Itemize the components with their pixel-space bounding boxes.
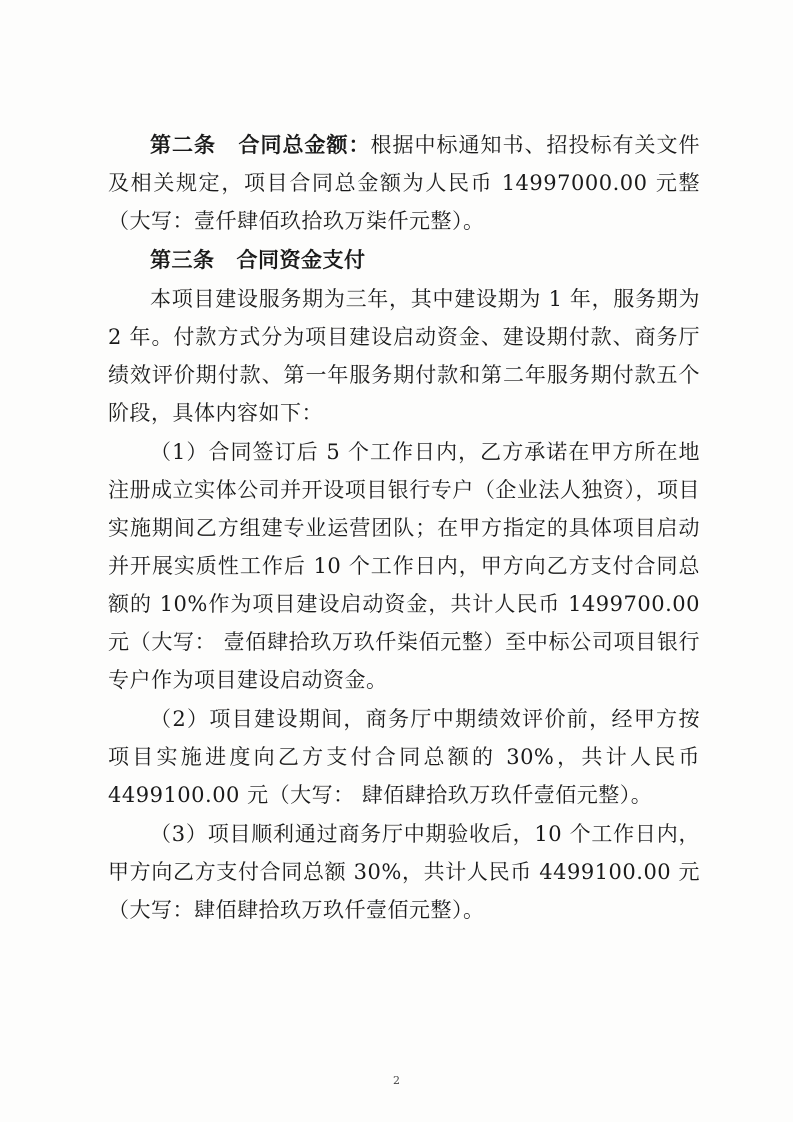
article-2-title: 合同总金额： bbox=[238, 132, 371, 157]
payment-item-1: （1）合同签订后 5 个工作日内，乙方承诺在甲方所在地注册成立实体公司并开设项目银行专户（企业法人独资），项目实施期间乙方组建专业运营团队；在甲方指定的具体项目启动并开展实质性工作后 10 个工作日内，甲方向乙方支付合同总额的 10%作为项目建设启动资金，共计人民币 1499700.00 元（大写： 壹佰肆拾玖万玖仟柒佰元整）至中标公司项目银行专户作为项目建设启动资金。 bbox=[108, 440, 700, 692]
article-3-intro: 本项目建设服务期为三年，其中建设期为 1 年，服务期为 2 年。付款方式分为项目建设启动资金、建设期付款、商务厅绩效评价期付款、第一年服务期付款和第二年服务期付款五个阶段，具体内容如下： bbox=[108, 287, 700, 425]
article-2-paragraph bbox=[108, 126, 700, 240]
article-3-heading-line bbox=[108, 241, 700, 279]
payment-item-2: （2）项目建设期间，商务厅中期绩效评价前，经甲方按项目实施进度向乙方支付合同总额的 30%，共计人民币 4499100.00 元（大写： 肆佰肆拾玖万玖仟壹佰元整）。 bbox=[108, 707, 700, 807]
article-3-title: 合同资金支付 bbox=[236, 247, 366, 272]
article-2-heading: 第二条 bbox=[150, 132, 216, 157]
document-body bbox=[108, 126, 700, 930]
payment-item-3: （3）项目顺利通过商务厅中期验收后，10 个工作日内，甲方向乙方支付合同总额 30%，共计人民币 4499100.00 元（大写：肆佰肆拾玖万玖仟壹佰元整）。 bbox=[108, 822, 700, 922]
page-number: 2 bbox=[393, 1074, 400, 1087]
article-3-heading: 第三条 bbox=[150, 247, 215, 272]
article-2-body: 根据中标通知书、招投标有关文件及相关规定，项目合同总金额为人民币 14997000.00 元整 （大写：壹仟肆佰玖拾玖万柒仟元整）。 bbox=[108, 133, 700, 233]
